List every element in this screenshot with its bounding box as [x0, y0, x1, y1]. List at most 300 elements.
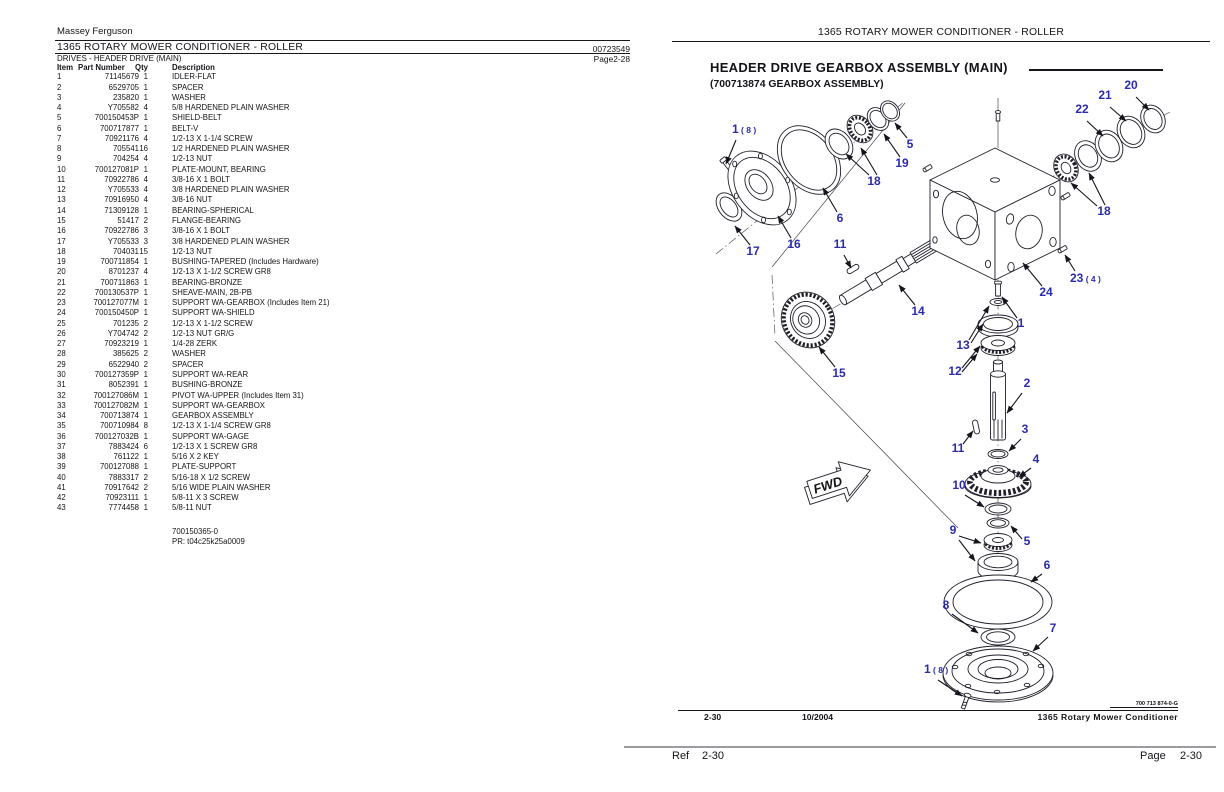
part-number-cell: 704031: [112, 246, 139, 256]
table-row: [0, 319, 660, 329]
table-row: [0, 339, 660, 349]
qty-cell: 1: [143, 380, 148, 390]
description-cell: 3/8-16 NUT: [172, 195, 213, 205]
item-cell: 4: [57, 103, 62, 113]
qty-cell: 1: [143, 82, 148, 92]
callout-label: 7: [1049, 621, 1057, 635]
item-cell: 13: [57, 195, 66, 205]
item-cell: 6: [57, 123, 62, 133]
qty-cell: 2: [143, 216, 148, 226]
footer-date: 10/2004: [802, 712, 834, 722]
footer-model-name: 1365 Rotary Mower Conditioner: [1037, 712, 1178, 722]
part-key-11-upper: [846, 263, 860, 274]
item-cell: 36: [57, 431, 66, 441]
callout-label: 5: [906, 137, 914, 151]
callout-label: 13: [956, 338, 970, 352]
assembly-subtitle: (700713874 GEARBOX ASSEMBLY): [710, 79, 884, 90]
item-cell: 43: [57, 503, 66, 513]
table-row: [0, 349, 660, 359]
part-number-cell: 70917642: [104, 482, 139, 492]
callout-arrow: [1031, 574, 1042, 582]
qty-cell: 1: [143, 462, 148, 472]
callout-label: 11: [833, 237, 847, 251]
table-row: [0, 134, 660, 144]
part-plug-23a: [922, 164, 932, 172]
part-number-cell: 700127032B: [94, 431, 139, 441]
item-cell: 24: [57, 308, 66, 318]
qty-cell: 15: [139, 246, 148, 256]
description-cell: PLATE-MOUNT, BEARING: [172, 164, 266, 174]
callout-label: 3: [1021, 422, 1029, 436]
diagram-page: [672, 0, 1212, 792]
item-cell: 28: [57, 349, 66, 359]
callout-label: 5: [1023, 534, 1031, 548]
table-row: [0, 493, 660, 503]
description-cell: SUPPORT WA-REAR: [172, 370, 249, 379]
part-number-cell: 704254: [112, 154, 139, 164]
callout-label: 6: [1043, 558, 1051, 572]
table-row: [0, 370, 660, 380]
part-gasket-6b: [944, 575, 1052, 629]
part-number-cell: 8052391: [108, 380, 139, 390]
description-cell: WASHER: [172, 92, 206, 102]
part-cover-7: [943, 646, 1053, 702]
qty-cell: 16: [139, 144, 148, 154]
part-number-cell: 70922786: [104, 226, 139, 236]
description-cell: 1/2-13 X 1-1/4 SCREW: [172, 133, 253, 143]
table-row: [0, 401, 660, 411]
page-label: Page: [1140, 750, 1166, 762]
qty-cell: 4: [143, 154, 148, 164]
item-cell: 5: [57, 113, 62, 123]
callout-label: 1 ( 8 ): [924, 662, 949, 676]
col-header-part-number: Part Number: [78, 63, 125, 72]
callout-arrow: [895, 123, 907, 138]
part-number-cell: 8701237: [108, 267, 139, 277]
description-cell: BUSHING-BRONZE: [172, 380, 243, 390]
item-cell: 27: [57, 339, 66, 349]
part-number-cell: 700711863: [100, 277, 139, 287]
callout-arrow: [861, 148, 877, 175]
qty-cell: 4: [143, 185, 148, 195]
callout-arrow: [899, 285, 915, 305]
qty-cell: 1: [143, 92, 148, 102]
part-plug-23b: [1060, 192, 1070, 200]
callout-arrow: [1087, 121, 1103, 136]
part-number-cell: 235820: [112, 92, 139, 102]
callout-label: 1: [1017, 316, 1025, 330]
callout-label: 17: [746, 244, 760, 258]
col-header-qty: Qty: [135, 63, 148, 72]
brand-name: Massey Ferguson: [57, 26, 133, 37]
qty-cell: 1: [143, 113, 148, 123]
qty-cell: 2: [143, 349, 148, 359]
description-cell: WASHER: [172, 349, 206, 359]
description-cell: SPACER: [172, 359, 204, 369]
table-row: [0, 380, 660, 390]
part-number-cell: 701235: [112, 318, 139, 328]
description-cell: 5/16 X 2 KEY: [172, 452, 219, 462]
item-cell: 1: [57, 72, 62, 82]
col-header-item: Item: [57, 63, 74, 72]
description-cell: 1/2-13 NUT: [172, 154, 213, 164]
table-row: [0, 206, 660, 216]
description-cell: 1/4-28 ZERK: [172, 339, 218, 349]
callout-arrow: [844, 255, 851, 268]
qty-cell: 1: [143, 431, 148, 441]
callout-label: 21: [1098, 88, 1112, 102]
callout-label: 12: [948, 364, 962, 378]
callout-label: 1 ( 8 ): [732, 122, 757, 136]
part-number-cell: 700127086M: [93, 390, 139, 400]
callout-arrow: [1002, 297, 1017, 318]
part-number-cell: 70923219: [104, 339, 139, 349]
item-cell: 2: [57, 82, 62, 92]
qty-cell: 4: [143, 267, 148, 277]
description-cell: BUSHING-TAPERED (Includes Hardware): [172, 257, 319, 267]
description-cell: 5/8 HARDENED PLAIN WASHER: [172, 103, 290, 113]
callout-label: 18: [867, 174, 881, 188]
item-cell: 21: [57, 277, 66, 287]
qty-cell: 1: [143, 390, 148, 400]
description-cell: BEARING-SPHERICAL: [172, 205, 254, 215]
part-number-cell: 700127359P: [94, 370, 139, 379]
description-cell: BELT-V: [172, 123, 199, 133]
item-cell: 32: [57, 390, 66, 400]
description-cell: 1/2-13 X 1-1/2 SCREW GR8: [172, 267, 271, 277]
part-number-cell: 700150453P: [94, 113, 139, 123]
qty-cell: 1: [143, 339, 148, 349]
part-number-cell: 700711854: [100, 257, 139, 267]
item-cell: 31: [57, 380, 66, 390]
callout-label: 4: [1032, 452, 1040, 466]
diagram-title-rule: [672, 41, 1210, 42]
item-cell: 30: [57, 370, 66, 379]
table-row: [0, 72, 660, 82]
table-row: [0, 144, 660, 154]
part-number-cell: 51417: [117, 216, 139, 226]
description-cell: PIVOT WA-UPPER (Includes Item 31): [172, 390, 304, 400]
description-cell: SUPPORT WA-GEARBOX: [172, 400, 266, 410]
part-number-cell: Y705533: [107, 185, 139, 195]
callout-arrow: [1089, 173, 1105, 205]
fwd-label: FWD: [811, 473, 845, 497]
qty-cell: 1: [143, 164, 148, 174]
part-ring-10: [985, 503, 1011, 515]
item-cell: 10: [57, 164, 66, 174]
part-number-cell: 705541: [112, 144, 139, 154]
callout-arrow: [1023, 263, 1042, 286]
qty-cell: 1: [143, 123, 148, 133]
part-number-cell: 700717877: [99, 123, 139, 133]
description-cell: 3/8-16 X 1 BOLT: [172, 226, 230, 236]
item-cell: 34: [57, 411, 66, 421]
table-row: [0, 473, 660, 483]
qty-cell: 2: [143, 318, 148, 328]
item-cell: 19: [57, 257, 66, 267]
description-cell: SHIELD-BELT: [172, 113, 222, 123]
figure-ref: 700 713 874-0-G: [1135, 701, 1178, 707]
description-cell: PLATE-SUPPORT: [172, 462, 237, 472]
exploded-diagram: [672, 56, 1212, 712]
part-number-cell: 71309128: [104, 205, 139, 215]
table-row: [0, 483, 660, 493]
part-vertical-shaft-2: [991, 360, 1006, 440]
qty-cell: 1: [143, 452, 148, 462]
callout-arrow: [1110, 107, 1126, 121]
description-cell: SHEAVE-MAIN, 2B-PB: [172, 287, 253, 297]
doc-number: 00723549: [592, 43, 630, 54]
description-cell: SUPPORT WA-GEARBOX (Includes Item 21): [172, 298, 330, 308]
callout-arrow: [735, 226, 750, 245]
part-ring-5b: [987, 518, 1009, 528]
description-cell: 5/8-11 X 3 SCREW: [172, 493, 239, 503]
qty-cell: 1: [143, 277, 148, 287]
item-cell: 23: [57, 298, 66, 308]
description-cell: 1/2-13 NUT GR/G: [172, 328, 235, 338]
item-cell: 20: [57, 267, 66, 277]
table-row: [0, 257, 660, 267]
item-cell: 18: [57, 246, 66, 256]
callout-label: 9: [949, 523, 957, 537]
item-cell: 29: [57, 359, 66, 369]
table-row: [0, 442, 660, 452]
description-cell: 1/2-13 X 1-1/4 SCREW GR8: [172, 421, 271, 431]
parts-rows: [0, 72, 660, 513]
callout-arrow: [1071, 183, 1097, 206]
part-number-cell: 385625: [112, 349, 139, 359]
item-cell: 7: [57, 133, 62, 143]
qty-cell: 1: [143, 493, 148, 503]
callout-arrow: [1007, 393, 1022, 413]
part-ring-13b: [978, 315, 1018, 337]
table-row: [0, 103, 660, 113]
table-row: [0, 83, 660, 93]
part-number-cell: 70923111: [105, 493, 139, 503]
description-cell: 5/16 WIDE PLAIN WASHER: [172, 482, 271, 492]
table-row: [0, 175, 660, 185]
table-row: [0, 329, 660, 339]
table-row: [0, 288, 660, 298]
qty-cell: 3: [143, 226, 148, 236]
part-ring-3: [988, 450, 1008, 459]
callout-label: 14: [911, 304, 925, 318]
qty-cell: 1: [143, 411, 148, 421]
table-row: [0, 267, 660, 277]
item-cell: 16: [57, 226, 66, 236]
part-number-cell: 700127077M: [93, 298, 139, 308]
table-row: [0, 432, 660, 442]
callout-arrow: [1009, 439, 1021, 451]
qty-cell: 4: [143, 133, 148, 143]
qty-cell: 4: [143, 103, 148, 113]
item-cell: 14: [57, 205, 66, 215]
description-cell: SPACER: [172, 82, 204, 92]
table-row: [0, 165, 660, 175]
description-cell: 1/2-13 NUT: [172, 246, 213, 256]
part-oring-8: [981, 629, 1015, 645]
item-cell: 38: [57, 452, 66, 462]
callout-arrow: [1136, 97, 1149, 110]
section-name: DRIVES - HEADER DRIVE (MAIN): [57, 54, 182, 63]
qty-cell: 2: [143, 472, 148, 482]
table-row: [0, 391, 660, 401]
footnote-pr: PR: t04c25k25a0009: [172, 537, 245, 546]
qty-cell: 2: [143, 328, 148, 338]
description-cell: BEARING-BRONZE: [172, 277, 243, 287]
table-row: [0, 462, 660, 472]
qty-cell: 1: [143, 205, 148, 215]
table-row: [0, 278, 660, 288]
table-row: [0, 113, 660, 123]
item-cell: 40: [57, 472, 66, 482]
table-row: [0, 93, 660, 103]
item-cell: 9: [57, 154, 62, 164]
item-cell: 15: [57, 216, 66, 226]
description-cell: 5/8-11 NUT: [172, 503, 212, 513]
table-row: [0, 452, 660, 462]
part-number-cell: Y705533: [107, 236, 139, 246]
description-cell: 3/8-16 X 1 BOLT: [172, 174, 230, 184]
page-ref: Page2-28: [593, 54, 630, 64]
item-cell: 37: [57, 441, 66, 451]
table-row: [0, 195, 660, 205]
part-bearing-9a: [984, 534, 1012, 552]
qty-cell: 1: [143, 503, 148, 513]
part-number-cell: 6522940: [108, 359, 139, 369]
page-value: 2-30: [1180, 750, 1203, 762]
plane-line-bottom: [775, 341, 958, 528]
description-cell: SUPPORT WA-GAGE: [172, 431, 249, 441]
description-cell: 3/8 HARDENED PLAIN WASHER: [172, 236, 290, 246]
header-rule-1: [55, 40, 630, 41]
table-row: [0, 124, 660, 134]
item-cell: 11: [57, 174, 66, 184]
item-cell: 26: [57, 328, 66, 338]
qty-cell: 2: [143, 482, 148, 492]
qty-cell: 4: [143, 174, 148, 184]
callout-label: 10: [952, 478, 966, 492]
qty-cell: 1: [143, 400, 148, 410]
qty-cell: 2: [143, 359, 148, 369]
item-cell: 25: [57, 318, 66, 328]
part-number-cell: 700127081P: [94, 164, 139, 174]
description-cell: IDLER-FLAT: [172, 72, 217, 82]
table-row: [0, 411, 660, 421]
item-cell: 3: [57, 92, 62, 102]
item-cell: 12: [57, 185, 66, 195]
part-bevel-gear-4: [965, 466, 1031, 498]
table-row: [0, 503, 660, 513]
assembly-title: HEADER DRIVE GEARBOX ASSEMBLY (MAIN): [710, 60, 1008, 75]
qty-cell: 1: [143, 287, 148, 297]
callout-label: 15: [832, 366, 846, 380]
part-number-cell: 7774458: [108, 503, 139, 513]
description-cell: GEARBOX ASSEMBLY: [172, 411, 254, 421]
col-header-description: Description: [172, 63, 215, 72]
item-cell: 41: [57, 482, 66, 492]
qty-cell: 8: [143, 421, 148, 431]
footnote-number: 700150365-0: [172, 527, 218, 536]
qty-cell: 1: [143, 308, 148, 318]
item-cell: 22: [57, 287, 66, 297]
plane-line-corner: [772, 275, 775, 336]
callout-label: 8: [942, 598, 950, 612]
item-cell: 17: [57, 236, 66, 246]
part-number-cell: 70922786: [104, 174, 139, 184]
callout-arrow: [819, 347, 835, 367]
part-number-cell: 71145679: [104, 72, 139, 82]
part-number-cell: 70921176: [104, 133, 139, 143]
callout-arrow: [1065, 255, 1075, 271]
part-number-cell: 6529705: [108, 82, 139, 92]
callout-arrow: [963, 431, 973, 444]
table-row: [0, 308, 660, 318]
table-row: [0, 298, 660, 308]
callout-label: 20: [1124, 78, 1138, 92]
part-number-cell: 700130537P: [94, 287, 139, 297]
part-bolt-1b: [995, 281, 1002, 296]
part-number-cell: 7883424: [108, 441, 139, 451]
callout-label: 24: [1039, 285, 1053, 299]
description-cell: 5/16-18 X 1/2 SCREW: [172, 472, 251, 482]
bottom-divider: [624, 746, 1216, 748]
part-bolt-top: [995, 98, 1000, 148]
callout-label: 6: [836, 211, 844, 225]
callout-label: 23 ( 4 ): [1070, 271, 1101, 285]
qty-cell: 1: [143, 298, 148, 308]
table-row: [0, 237, 660, 247]
description-cell: 3/8 HARDENED PLAIN WASHER: [172, 185, 290, 195]
qty-cell: 1: [143, 370, 148, 379]
callout-label: 18: [1097, 204, 1111, 218]
qty-cell: 4: [143, 195, 148, 205]
callout-arrow: [1033, 637, 1048, 651]
part-number-cell: Y705582: [107, 103, 139, 113]
item-cell: 39: [57, 462, 66, 472]
callout-label: 16: [787, 237, 801, 251]
callout-arrow: [1019, 468, 1031, 477]
callout-arrow: [1011, 526, 1022, 539]
item-cell: 33: [57, 400, 66, 410]
description-cell: SUPPORT WA-SHIELD: [172, 308, 255, 318]
callout-label: 22: [1075, 102, 1089, 116]
callout-arrow: [959, 536, 981, 543]
part-gear-12: [981, 336, 1015, 356]
ref-value: 2-30: [702, 750, 725, 762]
description-cell: FLANGE-BEARING: [172, 216, 241, 226]
callout-label: 11: [951, 441, 965, 455]
part-number-cell: Y704742: [107, 328, 139, 338]
table-row: [0, 226, 660, 236]
part-key-11-lower: [972, 420, 980, 435]
callout-arrow: [959, 540, 975, 561]
part-number-cell: 761122: [113, 452, 139, 462]
part-number-cell: 70916950: [104, 195, 139, 205]
description-cell: 1/2-13 X 1-1/2 SCREW: [172, 318, 253, 328]
callout-label: 19: [895, 156, 909, 170]
item-cell: 35: [57, 421, 66, 431]
fwd-arrow: [800, 453, 877, 513]
part-number-cell: 7883317: [108, 472, 139, 482]
part-number-cell: 700713874: [99, 411, 139, 421]
qty-cell: 3: [143, 236, 148, 246]
table-row: [0, 185, 660, 195]
diagram-page-title: 1365 ROTARY MOWER CONDITIONER - ROLLER: [817, 27, 1065, 38]
table-row: [0, 421, 660, 431]
diagram-footer: [672, 712, 1178, 726]
footer-page-number: 2-30: [704, 712, 722, 722]
